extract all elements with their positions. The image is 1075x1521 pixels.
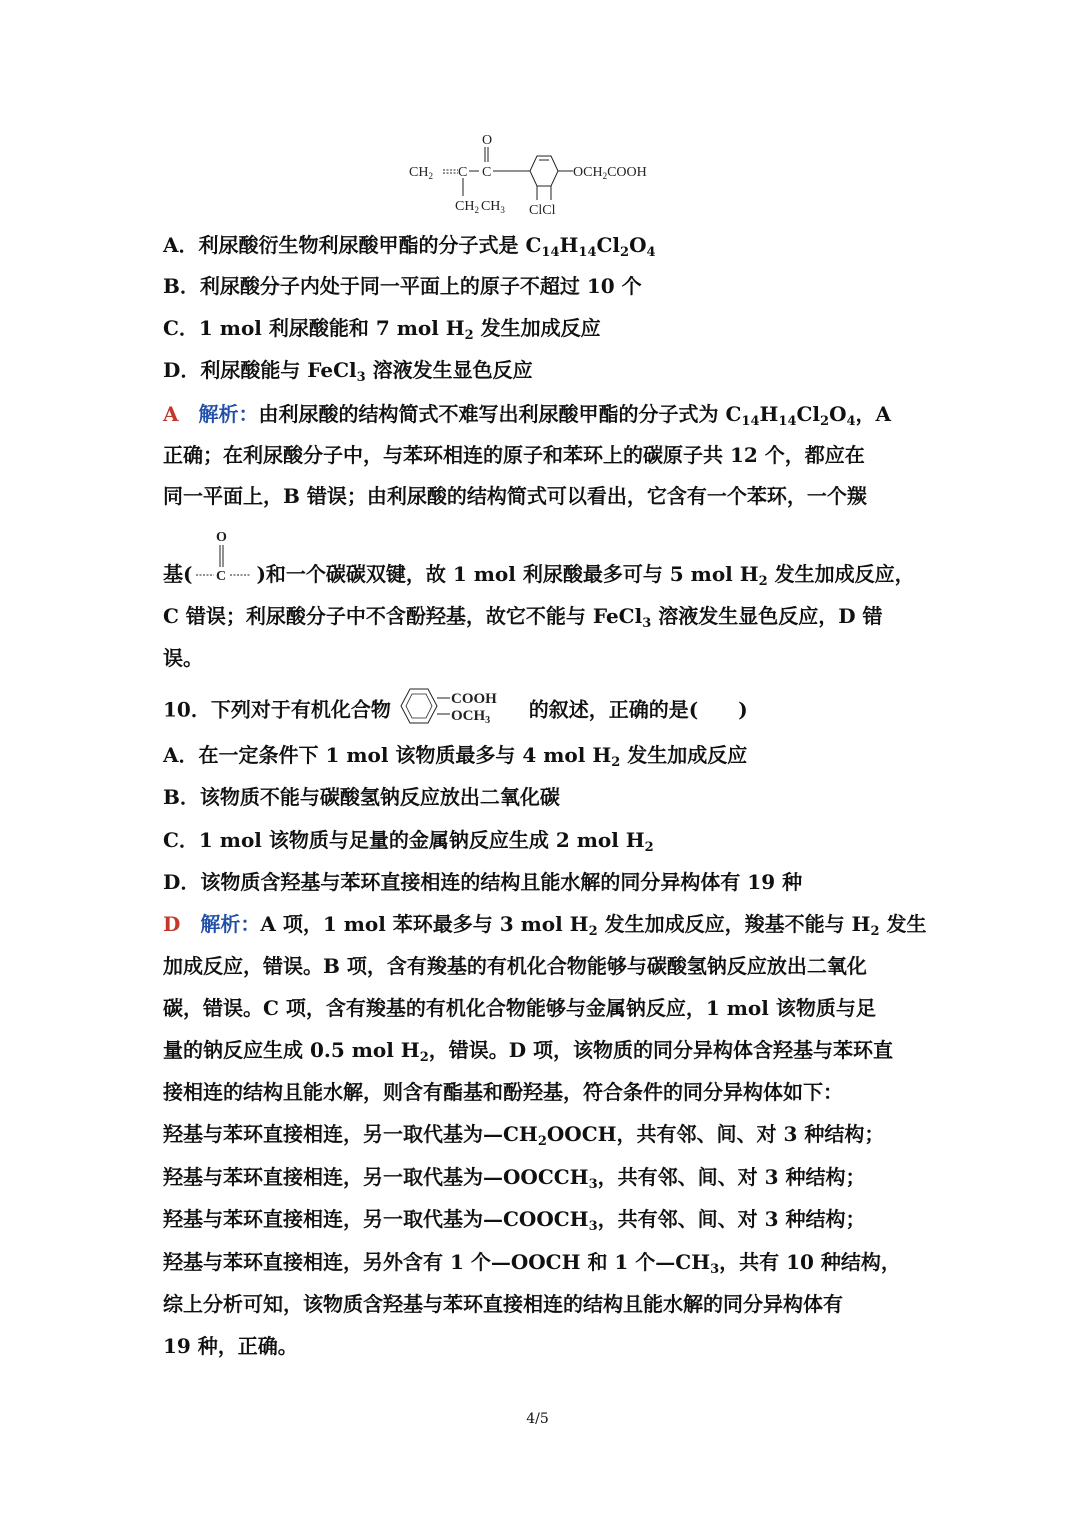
structure-c2: C [482, 165, 492, 180]
structure-ch2: $CH_2$ [409, 165, 433, 181]
structure-oxygen: O [482, 133, 493, 148]
q9-analysis-label: 解析： [198, 402, 259, 426]
q10-option-a: A．在一定条件下 1 mol 该物质最多与 4 mol $H_2$ 发生加成反应 [163, 743, 748, 770]
q10-analysis-line-11: 19 种，正确。 [163, 1334, 298, 1358]
q10-analysis-line-1: D 解析：A 项，1 mol 苯环最多与 3 mol $H_2$ 发生加成反应，羧基不能与 $H_2$ 发生 [163, 912, 927, 939]
q9-option-c: C．1 mol 利尿酸能和 7 mol $H_2$ 发生加成反应 [163, 316, 601, 343]
q10-option-c: C．1 mol 该物质与足量的金属钠反应生成 2 mol $H_2$ [163, 828, 654, 855]
q9-analysis-line-5: C 错误；利尿酸分子中不含酚羟基，故它不能与 FeCl$_3$ 溶液发生显色反应，D 错 [163, 604, 883, 631]
svg-text:O: O [216, 529, 228, 545]
structure-ethyl: $CH_2$ $CH_3$ [455, 199, 505, 215]
q10-analysis-label: 解析： [200, 912, 261, 936]
q9-analysis-line-3: 同一平面上，B 错误；由利尿酸的结构简式可以看出，它含有一个苯环，一个羰 [163, 484, 867, 508]
q9-analysis-line-2: 正确；在利尿酸分子中，与苯环相连的原子和苯环上的碳原子共 12 个，都应在 [163, 443, 865, 467]
svg-text:C: C [216, 568, 227, 584]
structure-och2cooh: $OCH_2COOH$ [573, 165, 647, 181]
svg-text:COOH: COOH [450, 691, 497, 707]
q10-analysis-line-8: 羟基与苯环直接相连，另一取代基为$—COOCH_3$，共有邻、间、对 3 种结构； [163, 1207, 866, 1234]
ethacrynic-acid-structure [405, 128, 675, 220]
q10-analysis-line-7: 羟基与苯环直接相连，另一取代基为$—OOCCH_3$，共有邻、间、对 3 种结构； [163, 1165, 866, 1192]
q10-analysis-line-10: 综上分析可知，该物质含羟基与苯环直接相连的结构且能水解的同分异构体有 [163, 1292, 843, 1316]
q9-option-a: A．利尿酸衍生物利尿酸甲酯的分子式是 $C_{14}H_{14}Cl_2O_4$ [163, 233, 656, 260]
q10-analysis-line-5: 接相连的结构且能水解，则含有酯基和酚羟基，符合条件的同分异构体如下： [163, 1080, 843, 1104]
q9-analysis-line-6: 误。 [163, 646, 203, 670]
q9-analysis-line-1: A 解析：由利尿酸的结构简式不难写出利尿酸甲酯的分子式为 $C_{14}H_{14}Cl_2O_4$，A [163, 402, 892, 429]
q10-stem: 10．下列对于有机化合物 COOH $OCH_3$ 的叙述，正确的是( ) [163, 693, 748, 729]
q10-analysis-line-3: 碳，错误。C 项，含有羧基的有机化合物能够与金属钠反应，1 mol 该物质与足 [163, 996, 876, 1020]
structure-c1: C [458, 165, 468, 180]
q9-option-d: D．利尿酸能与 FeCl$_3$ 溶液发生显色反应 [163, 358, 533, 385]
q10-answer-label: D [163, 912, 181, 936]
carbonyl-structure [192, 527, 256, 585]
q10-analysis-line-6: 羟基与苯环直接相连，另一取代基为$—CH_2OOCH$，共有邻、间、对 3 种结构； [163, 1122, 885, 1149]
svg-text:OCH3: $OCH_3$ [450, 708, 490, 726]
q9-analysis-line-4: 基( O C )和一个碳碳双键，故 1 mol 利尿酸最多可与 5 mol $H_2$ 发生加成反应， [163, 560, 915, 588]
q10-analysis-line-9: 羟基与苯环直接相连，另外含有 1 个—OOCH 和 1 个$—CH_3$，共有 10 种结构， [163, 1250, 901, 1277]
q9-answer-label: A [163, 402, 179, 426]
page-number: 4/5 [526, 1411, 549, 1427]
structure-clcl: ClCl [529, 203, 556, 218]
q10-analysis-line-4: 量的钠反应生成 0.5 mol $H_2$，错误。D 项，该物质的同分异构体含羟基与苯环直 [163, 1038, 894, 1065]
q10-option-b: B．该物质不能与碳酸氢钠反应放出二氧化碳 [163, 785, 560, 809]
q9-option-b: B．利尿酸分子内处于同一平面上的原子不超过 10 个 [163, 274, 642, 298]
q10-analysis-line-2: 加成反应，错误。B 项，含有羧基的有机化合物能够与碳酸氢钠反应放出二氧化 [163, 954, 867, 978]
q10-option-d: D．该物质含羟基与苯环直接相连的结构且能水解的同分异构体有 19 种 [163, 870, 803, 894]
methoxybenzoic-acid-structure [398, 685, 522, 729]
